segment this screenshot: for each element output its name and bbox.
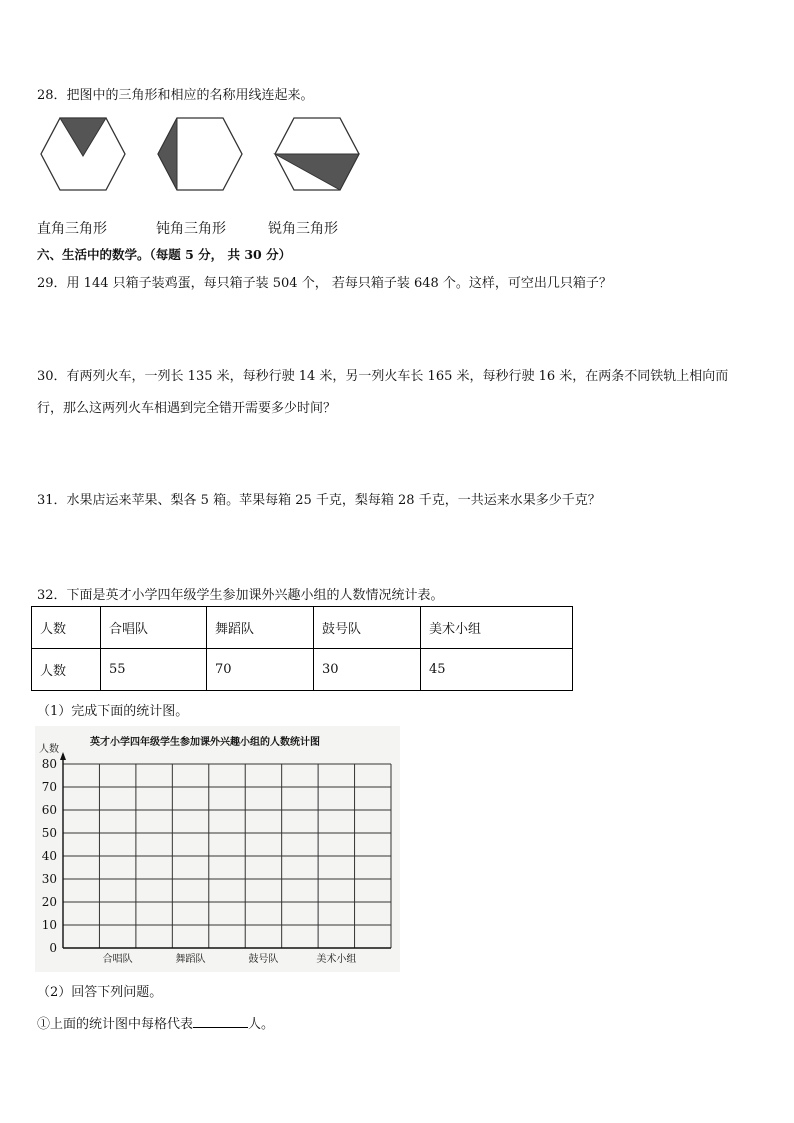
table-cell: 70 [207,649,314,691]
table-cell: 30 [314,649,421,691]
y-tick-label: 40 [41,849,57,863]
y-tick-label: 30 [41,872,57,886]
x-tick-label: 鼓号队 [248,954,279,965]
label-obtuse-triangle: 钝角三角形 [156,221,226,237]
table-cell: 人数 [32,607,101,649]
y-tick-label: 10 [41,918,57,932]
hexagon-figure-3 [272,114,362,194]
bar-chart [35,726,400,972]
q32-part2: （2）回答下列问题。 [37,985,163,1000]
table-row [32,607,573,649]
q32-sub1 [37,1013,274,1032]
chart-plot [35,726,400,972]
q29-text: 29．用 144 只箱子装鸡蛋，每只箱子装 504 个， 若每只箱子装 648 个。这样，可空出几只箱子？ [37,276,612,291]
label-right-triangle: 直角三角形 [37,221,107,237]
table-cell: 合唱队 [101,607,207,649]
table-row [32,649,573,691]
chart-ylabel: 人数 [39,744,59,755]
y-tick-label: 80 [41,757,57,771]
q32-text: 32．下面是英才小学四年级学生参加课外兴趣小组的人数情况统计表。 [37,588,444,603]
table-cell: 45 [421,649,573,691]
hexagon-figure-2 [155,114,245,194]
label-acute-triangle: 锐角三角形 [268,221,338,237]
y-axis-arrow [60,752,66,760]
x-tick-label: 美术小组 [316,954,357,965]
q30-line1: 30．有两列火车，一列长 135 米，每秒行驶 14 米，另一列火车长 165 米，每秒行驶 16 米，在两条不同铁轨上相向而 [37,369,729,384]
answer-blank[interactable] [193,1015,248,1028]
q28-text: 28．把图中的三角形和相应的名称用线连起来。 [37,88,314,103]
y-tick-label: 70 [41,780,57,794]
x-tick-label: 舞蹈队 [175,954,206,965]
chart-title: 英才小学四年级学生参加课外兴趣小组的人数统计图 [90,737,320,748]
q32-sub1-before: ①上面的统计图中每格代表 [37,1017,194,1032]
q31-text: 31．水果店运来苹果、梨各 5 箱。苹果每箱 25 千克，梨每箱 28 千克，一共运来水果多少千克？ [37,493,601,508]
hexagon-figure-1 [38,114,128,194]
table-cell: 美术小组 [421,607,573,649]
section6-title: 六、生活中的数学。（每题 5 分， 共 30 分） [37,247,292,262]
x-tick-label: 合唱队 [102,954,133,965]
y-tick-label: 20 [41,895,57,909]
table-cell: 鼓号队 [314,607,421,649]
q32-part1: （1）完成下面的统计图。 [37,704,189,719]
y-tick-label: 50 [41,826,57,840]
table-cell: 人数 [32,649,101,691]
q32-sub1-after: 人。 [248,1017,275,1032]
q30-line2: 行，那么这两列火车相遇到完全错开需要多少时间？ [37,401,337,416]
y-tick-label: 0 [49,941,57,955]
table-cell: 55 [101,649,207,691]
table-cell: 舞蹈队 [207,607,314,649]
y-tick-label: 60 [41,803,57,817]
stats-table [31,606,573,691]
